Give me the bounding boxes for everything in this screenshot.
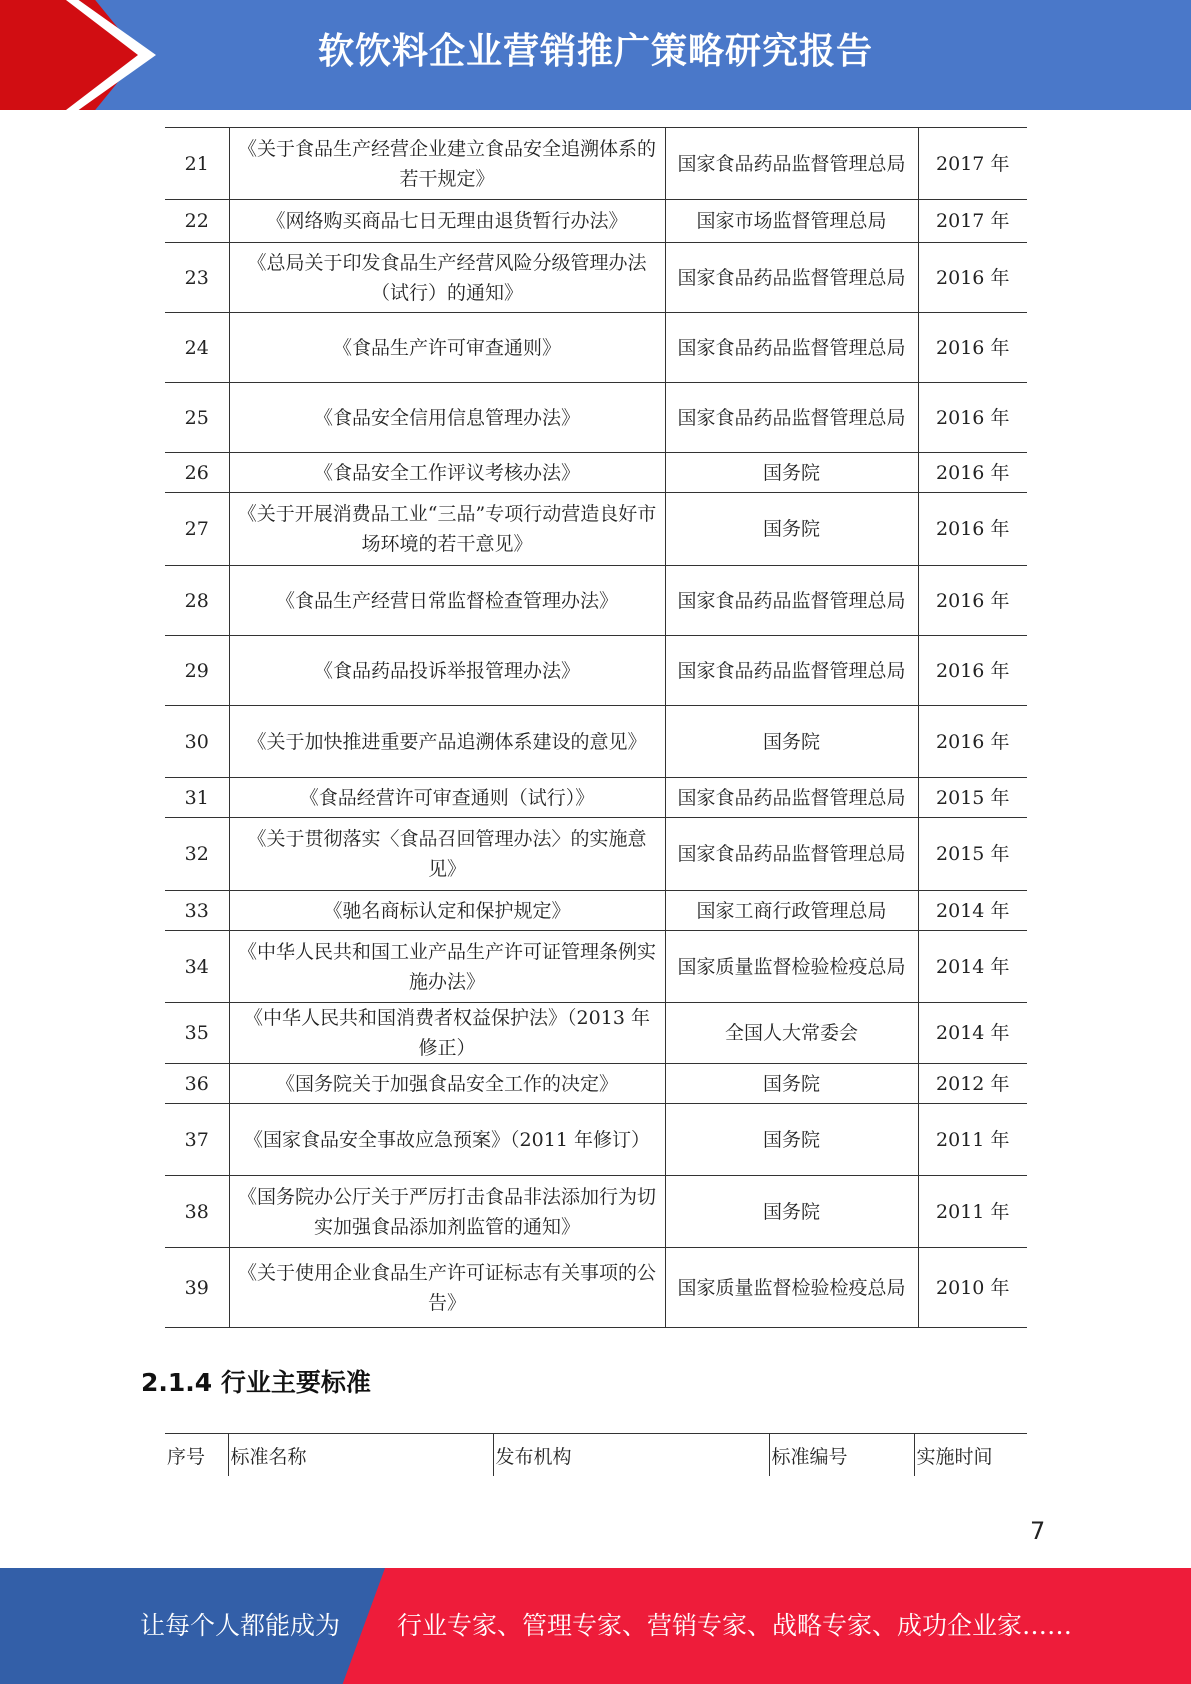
issuing-org-cell: 国家食品药品监督管理总局 <box>665 778 918 818</box>
year-cell: 2016 年 <box>918 313 1027 383</box>
issuing-org-cell: 国家食品药品监督管理总局 <box>665 243 918 313</box>
regulation-name-cell: 《关于加快推进重要产品追溯体系建设的意见》 <box>229 706 665 778</box>
regulation-name-cell: 《网络购买商品七日无理由退货暂行办法》 <box>229 200 665 243</box>
page-number: 7 <box>1030 1517 1046 1545</box>
regulation-name-cell: 《食品生产许可审查通则》 <box>229 313 665 383</box>
issuing-org-cell: 国家食品药品监督管理总局 <box>665 566 918 636</box>
section-title: 2.1.4 行业主要标准 <box>141 1368 371 1397</box>
standards-table <box>165 1433 1027 1476</box>
table-row <box>165 313 1027 383</box>
table-row <box>165 636 1027 706</box>
regulation-name-cell: 《国务院关于加强食品安全工作的决定》 <box>229 1064 665 1104</box>
table-row <box>165 243 1027 313</box>
row-number-cell: 36 <box>165 1064 229 1104</box>
issuing-org-cell: 国家食品药品监督管理总局 <box>665 313 918 383</box>
regulation-name-cell: 《中华人民共和国消费者权益保护法》（2013 年修正） <box>229 1003 665 1064</box>
year-cell: 2016 年 <box>918 706 1027 778</box>
report-title: 软饮料企业营销推广策略研究报告 <box>317 31 873 72</box>
year-cell: 2016 年 <box>918 383 1027 453</box>
regulation-name-cell: 《食品安全工作评议考核办法》 <box>229 453 665 493</box>
row-number-cell: 32 <box>165 818 229 891</box>
table-row <box>165 1248 1027 1328</box>
regulation-name-cell: 《国务院办公厅关于严厉打击食品非法添加行为切实加强食品添加剂监管的通知》 <box>229 1176 665 1248</box>
table-row <box>165 891 1027 931</box>
year-cell: 2015 年 <box>918 818 1027 891</box>
year-cell: 2015 年 <box>918 778 1027 818</box>
table-row <box>165 1064 1027 1104</box>
table-row <box>165 128 1027 200</box>
issuing-org-cell: 国家市场监督管理总局 <box>665 200 918 243</box>
row-number-cell: 39 <box>165 1248 229 1328</box>
year-cell: 2011 年 <box>918 1176 1027 1248</box>
regulation-name-cell: 《关于贯彻落实〈食品召回管理办法〉的实施意见》 <box>229 818 665 891</box>
regulation-name-cell: 《食品生产经营日常监督检查管理办法》 <box>229 566 665 636</box>
footer-slogan-left: 让每个人都能成为 <box>140 1611 341 1640</box>
header-cell-no: 序号 <box>165 1434 228 1477</box>
row-number-cell: 30 <box>165 706 229 778</box>
regulations-table-body <box>165 128 1027 1328</box>
issuing-org-cell: 国务院 <box>665 1064 918 1104</box>
footer-slogan-right: 行业专家、管理专家、营销专家、战略专家、成功企业家…… <box>397 1611 1073 1640</box>
year-cell: 2012 年 <box>918 1064 1027 1104</box>
table-row <box>165 1003 1027 1064</box>
table-row <box>165 493 1027 566</box>
year-cell: 2010 年 <box>918 1248 1027 1328</box>
year-cell: 2017 年 <box>918 128 1027 200</box>
year-cell: 2014 年 <box>918 1003 1027 1064</box>
table-row <box>165 1176 1027 1248</box>
header-cell-code: 标准编号 <box>769 1434 914 1477</box>
year-cell: 2016 年 <box>918 453 1027 493</box>
table-row <box>165 931 1027 1003</box>
issuing-org-cell: 国家食品药品监督管理总局 <box>665 128 918 200</box>
header-cell-date: 实施时间 <box>914 1434 1027 1477</box>
year-cell: 2017 年 <box>918 200 1027 243</box>
issuing-org-cell: 国家工商行政管理总局 <box>665 891 918 931</box>
issuing-org-cell: 国务院 <box>665 1104 918 1176</box>
row-number-cell: 24 <box>165 313 229 383</box>
row-number-cell: 37 <box>165 1104 229 1176</box>
table-row <box>165 778 1027 818</box>
regulation-name-cell: 《食品药品投诉举报管理办法》 <box>229 636 665 706</box>
row-number-cell: 33 <box>165 891 229 931</box>
header-cell-name: 标准名称 <box>228 1434 493 1477</box>
page-header <box>0 0 1191 110</box>
year-cell: 2014 年 <box>918 891 1027 931</box>
table-row <box>165 706 1027 778</box>
row-number-cell: 21 <box>165 128 229 200</box>
year-cell: 2016 年 <box>918 493 1027 566</box>
issuing-org-cell: 全国人大常委会 <box>665 1003 918 1064</box>
issuing-org-cell: 国家食品药品监督管理总局 <box>665 818 918 891</box>
issuing-org-cell: 国家质量监督检验检疫总局 <box>665 1248 918 1328</box>
issuing-org-cell: 国务院 <box>665 493 918 566</box>
row-number-cell: 35 <box>165 1003 229 1064</box>
table-row <box>165 566 1027 636</box>
regulation-name-cell: 《食品安全信用信息管理办法》 <box>229 383 665 453</box>
row-number-cell: 28 <box>165 566 229 636</box>
issuing-org-cell: 国务院 <box>665 706 918 778</box>
issuing-org-cell: 国家食品药品监督管理总局 <box>665 636 918 706</box>
regulation-name-cell: 《国家食品安全事故应急预案》（2011 年修订） <box>229 1104 665 1176</box>
regulation-name-cell: 《总局关于印发食品生产经营风险分级管理办法（试行）的通知》 <box>229 243 665 313</box>
year-cell: 2016 年 <box>918 566 1027 636</box>
standards-header-row <box>165 1434 1027 1477</box>
row-number-cell: 27 <box>165 493 229 566</box>
row-number-cell: 22 <box>165 200 229 243</box>
table-row <box>165 1104 1027 1176</box>
issuing-org-cell: 国家质量监督检验检疫总局 <box>665 931 918 1003</box>
year-cell: 2014 年 <box>918 931 1027 1003</box>
row-number-cell: 38 <box>165 1176 229 1248</box>
table-row <box>165 453 1027 493</box>
row-number-cell: 26 <box>165 453 229 493</box>
header-cell-org: 发布机构 <box>493 1434 769 1477</box>
year-cell: 2016 年 <box>918 636 1027 706</box>
regulation-name-cell: 《食品经营许可审查通则（试行）》 <box>229 778 665 818</box>
row-number-cell: 23 <box>165 243 229 313</box>
regulation-name-cell: 《关于食品生产经营企业建立食品安全追溯体系的若干规定》 <box>229 128 665 200</box>
regulation-name-cell: 《驰名商标认定和保护规定》 <box>229 891 665 931</box>
table-row <box>165 200 1027 243</box>
regulation-name-cell: 《关于开展消费品工业“三品”专项行动营造良好市场环境的若干意见》 <box>229 493 665 566</box>
row-number-cell: 31 <box>165 778 229 818</box>
regulation-name-cell: 《关于使用企业食品生产许可证标志有关事项的公告》 <box>229 1248 665 1328</box>
year-cell: 2011 年 <box>918 1104 1027 1176</box>
regulations-table <box>165 127 1027 1328</box>
table-row <box>165 383 1027 453</box>
issuing-org-cell: 国务院 <box>665 1176 918 1248</box>
issuing-org-cell: 国务院 <box>665 453 918 493</box>
year-cell: 2016 年 <box>918 243 1027 313</box>
row-number-cell: 34 <box>165 931 229 1003</box>
regulation-name-cell: 《中华人民共和国工业产品生产许可证管理条例实施办法》 <box>229 931 665 1003</box>
issuing-org-cell: 国家食品药品监督管理总局 <box>665 383 918 453</box>
table-row <box>165 818 1027 891</box>
page-footer <box>0 1568 1191 1684</box>
row-number-cell: 25 <box>165 383 229 453</box>
row-number-cell: 29 <box>165 636 229 706</box>
